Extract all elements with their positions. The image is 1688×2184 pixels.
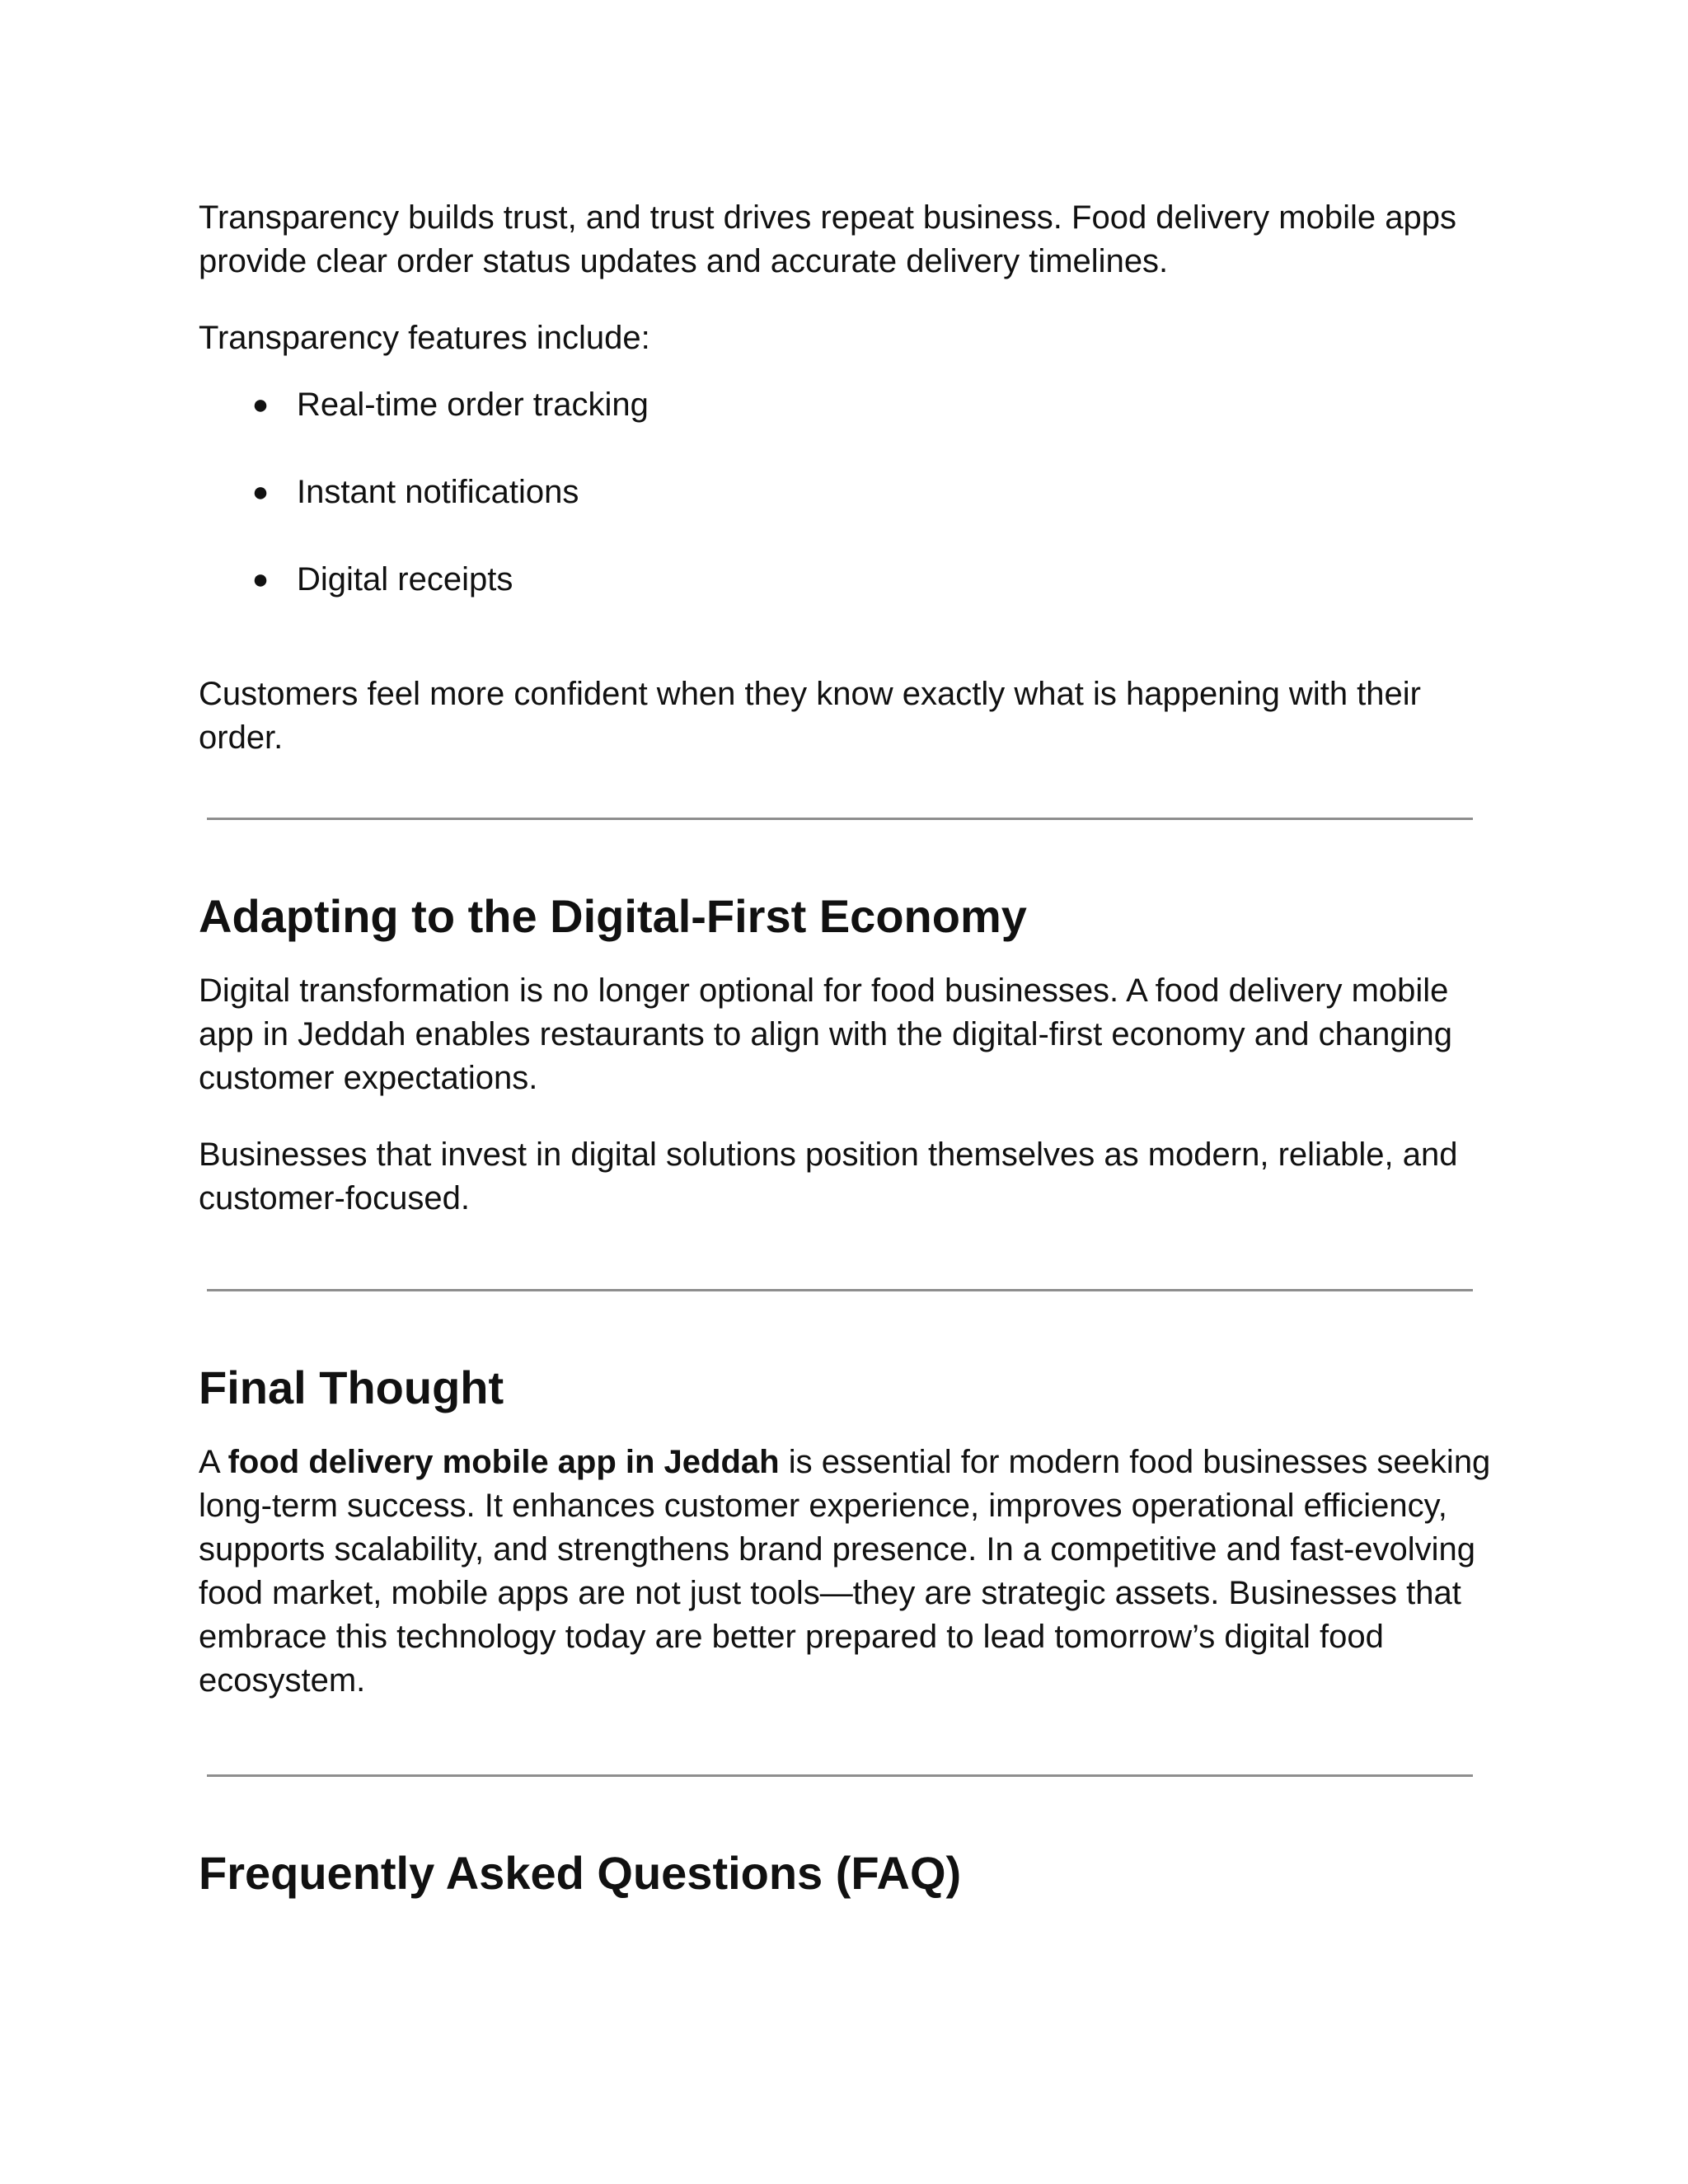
section-heading-digital-first: Adapting to the Digital-First Economy: [199, 890, 1027, 942]
horizontal-divider: [207, 818, 1473, 820]
digital-first-paragraph-2: Businesses that invest in digital solutions position themselves as modern, reliable, and customer-focused.: [199, 1137, 1458, 1216]
digital-first-paragraph-1: Digital transformation is no longer optional for food businesses. A food delivery mobile app in Jeddah enables restaurants to align with the digital-first economy and changing customer expectations.: [199, 972, 1452, 1096]
horizontal-divider: [207, 1774, 1473, 1777]
list-item: [199, 471, 1493, 514]
intro-paragraph: Transparency builds trust, and trust drives repeat business. Food delivery mobile apps provide clear order status updates and accurate delivery timelines.: [199, 199, 1456, 279]
list-item: [199, 383, 1493, 427]
list-item-text: Instant notifications: [297, 474, 579, 510]
section-heading-final-thought: Final Thought: [199, 1361, 504, 1413]
bullet-icon: ●: [251, 476, 270, 508]
horizontal-divider: [207, 1289, 1473, 1291]
list-item: [199, 558, 1493, 602]
final-thought-lead: A: [199, 1444, 228, 1480]
final-thought-bold-phrase: food delivery mobile app in Jeddah: [227, 1444, 780, 1480]
bullet-icon: ●: [251, 564, 270, 595]
list-item-text: Real-time order tracking: [297, 387, 649, 423]
features-intro: Transparency features include:: [199, 320, 650, 356]
final-thought-rest: is essential for modern food businesses seeking long-term success. It enhances customer experience, improves operational efficiency, supports scalability, and strengthens brand presence. In a competitive and fast-evolving food market, mobile apps are not just tools—they are strategic assets. Businesses that embrace this technology today are better prepared to lead tomorrow’s digital food ecosystem.: [199, 1444, 1491, 1699]
section-heading-faq: Frequently Asked Questions (FAQ): [199, 1847, 962, 1899]
transparency-features-list: [199, 383, 1493, 602]
closing-paragraph: Customers feel more confident when they know exactly what is happening with their order.: [199, 676, 1421, 756]
final-thought-paragraph: [199, 1441, 1493, 1703]
list-item-text: Digital receipts: [297, 561, 513, 598]
document-content: [199, 196, 1493, 1926]
bullet-icon: ●: [251, 389, 270, 420]
